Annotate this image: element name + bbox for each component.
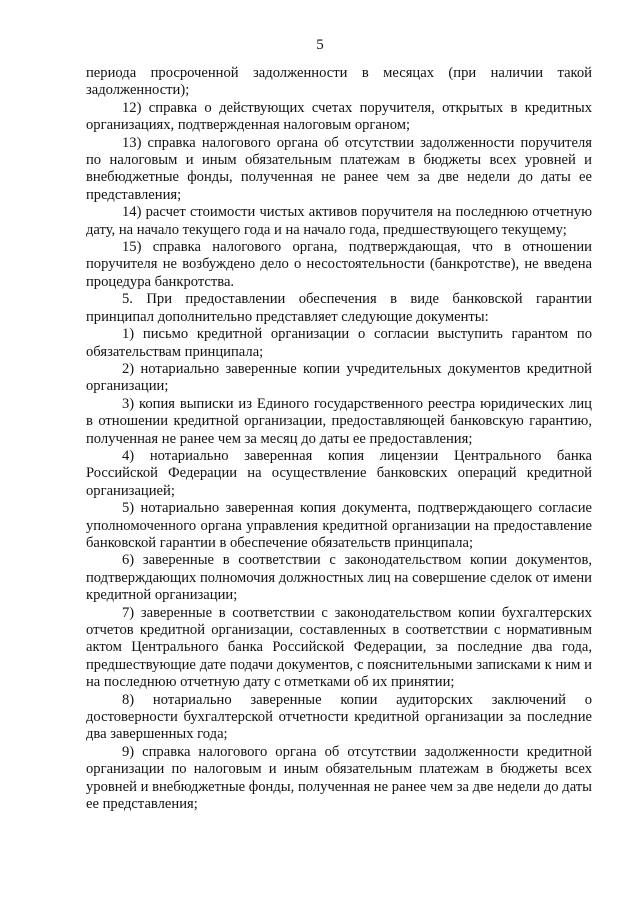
paragraph: 4) нотариально заверенная копия лицензии Центрального банка Российской Федерации на осуществление банковских операций кредитной организацией; <box>86 447 592 499</box>
paragraph: 2) нотариально заверенные копии учредительных документов кредитной организации; <box>86 360 592 395</box>
paragraph: 9) справка налогового органа об отсутствии задолженности кредитной организации по налоговым и иным обязательным платежам в бюджеты всех уровней и внебюджетные фонды, полученная не ранее чем за две недели до даты ее представления; <box>86 743 592 813</box>
paragraph: 12) справка о действующих счетах поручителя, открытых в кредитных организациях, подтвержденная налоговым органом; <box>86 99 592 134</box>
page-number: 5 <box>316 37 324 53</box>
paragraph: 8) нотариально заверенные копии аудиторских заключений о достоверности бухгалтерской отчетности кредитной организации за последние два завершенных года; <box>86 691 592 743</box>
paragraph: периода просроченной задолженности в месяцах (при наличии такой задолженности); <box>86 65 592 99</box>
paragraph: 15) справка налогового органа, подтверждающая, что в отношении поручителя не возбуждено дело о несостоятельности (банкротстве), не введена процедура банкротства. <box>86 239 592 290</box>
paragraph: 7) заверенные в соответствии с законодательством копии бухгалтерских отчетов кредитной организации, составленных в соответствии с нормативным актом Центрального банка Российской Федерации, за последние два года, предшествующие дате подачи документов, с пояснительными записками к ним и на последнюю отчетную дату с отметками об их принятии; <box>86 604 592 691</box>
paragraph: 14) расчет стоимости чистых активов поручителя на последнюю отчетную дату, на начало текущего года и на начало года, предшествующего текущему; <box>86 204 592 238</box>
document-body <box>86 65 592 813</box>
paragraph: 3) копия выписки из Единого государственного реестра юридических лиц в отношении кредитной организации, предоставляющей банковскую гарантию, полученная не ранее чем за месяц до даты ее предоставления; <box>86 395 592 447</box>
paragraph: 1) письмо кредитной организации о согласии выступить гарантом по обязательствам принципала; <box>86 326 592 360</box>
paragraph: 13) справка налогового органа об отсутствии задолженности поручителя по налоговым и иным обязательным платежам в бюджеты всех уровней и внебюджетные фонды, полученная не ранее чем за две недели до даты ее представления; <box>86 134 592 203</box>
paragraph: 5) нотариально заверенная копия документа, подтверждающего согласие уполномоченного органа управления кредитной организации на предоставление банковской гарантии в обеспечение обязательств принципала; <box>86 500 592 551</box>
paragraph: 6) заверенные в соответствии с законодательством копии документов, подтверждающих полномочия должностных лиц на совершение сделок от имени кредитной организации; <box>86 552 592 604</box>
paragraph: 5. При предоставлении обеспечения в виде банковской гарантии принципал дополнительно представляет следующие документы: <box>86 291 592 325</box>
